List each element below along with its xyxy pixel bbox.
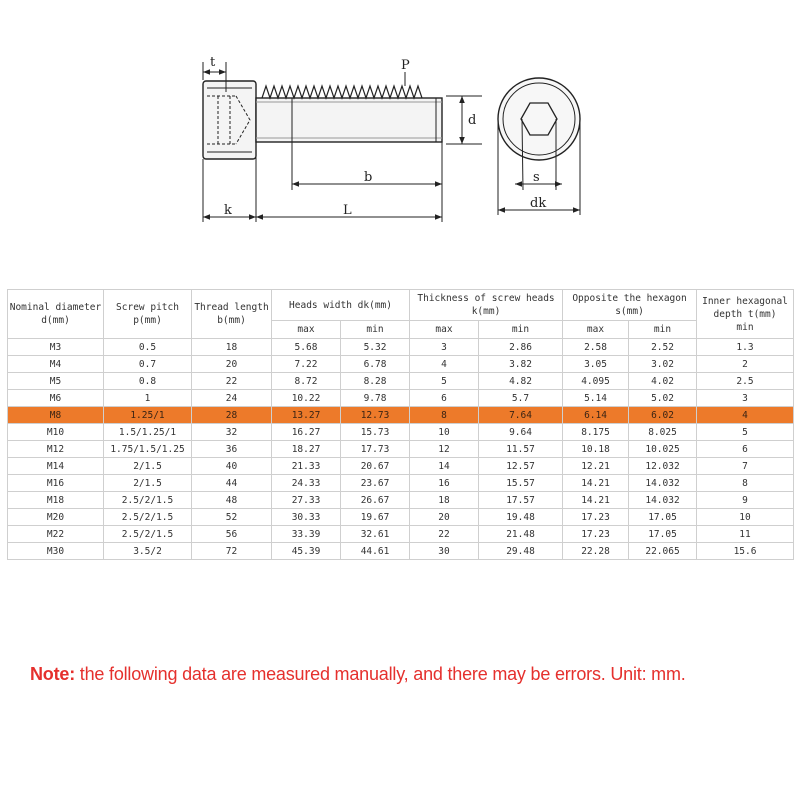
cell: 8.72: [272, 373, 341, 390]
cell: 2.5/2/1.5: [104, 509, 192, 526]
header-inner: [697, 290, 794, 339]
cell: 30.33: [272, 509, 341, 526]
cell: 4: [697, 407, 794, 424]
cell: 4.82: [479, 373, 563, 390]
cell: 3.5/2: [104, 543, 192, 560]
cell: 36: [192, 441, 272, 458]
cell: M12: [8, 441, 104, 458]
cell: 22: [192, 373, 272, 390]
table-row: [8, 543, 794, 560]
cell: 2.58: [563, 339, 629, 356]
header-inner-min: min: [736, 321, 754, 333]
cell: 2.86: [479, 339, 563, 356]
cell: 4: [410, 356, 479, 373]
cell: 22: [410, 526, 479, 543]
header-max: max: [563, 321, 629, 339]
cell: 20: [192, 356, 272, 373]
table-row: [8, 373, 794, 390]
cell: 17.05: [629, 526, 697, 543]
table-row: [8, 390, 794, 407]
cell: 5.32: [341, 339, 410, 356]
cell: M16: [8, 475, 104, 492]
note-label: Note:: [30, 664, 75, 684]
cell: 44: [192, 475, 272, 492]
label-k: k: [224, 203, 232, 218]
table-row: [8, 526, 794, 543]
cell: 8: [410, 407, 479, 424]
cell: 44.61: [341, 543, 410, 560]
table-body: [8, 339, 794, 560]
cell: 5.02: [629, 390, 697, 407]
label-b: b: [364, 170, 373, 185]
cell: 16: [410, 475, 479, 492]
table-row: [8, 492, 794, 509]
label-L: L: [343, 203, 352, 218]
cell: 26.67: [341, 492, 410, 509]
cell: 5: [410, 373, 479, 390]
cell: 22.065: [629, 543, 697, 560]
table-row: [8, 441, 794, 458]
cell: 17.05: [629, 509, 697, 526]
table-row: [8, 509, 794, 526]
cell: 9: [697, 492, 794, 509]
table-row: [8, 458, 794, 475]
cell: 7.64: [479, 407, 563, 424]
cell: 12: [410, 441, 479, 458]
header-pitch: Screw pitch p(mm): [104, 290, 192, 339]
cell: 8.025: [629, 424, 697, 441]
cell: M22: [8, 526, 104, 543]
cell: 2.52: [629, 339, 697, 356]
cell: 4.02: [629, 373, 697, 390]
screw-spec-table: [7, 289, 794, 560]
cell: M18: [8, 492, 104, 509]
cell: 19.67: [341, 509, 410, 526]
screw-dimension-drawing: [0, 0, 800, 250]
cell: 18: [410, 492, 479, 509]
header-hexagon: Opposite the hexagon s(mm): [563, 290, 697, 321]
cell: M14: [8, 458, 104, 475]
cell: 3.82: [479, 356, 563, 373]
cell: 12.73: [341, 407, 410, 424]
cell: 10.18: [563, 441, 629, 458]
cell: 2/1.5: [104, 458, 192, 475]
cell: 21.48: [479, 526, 563, 543]
cell: 5.68: [272, 339, 341, 356]
cell: 17.23: [563, 509, 629, 526]
measurement-note: [30, 664, 790, 685]
cell: M10: [8, 424, 104, 441]
table-row: [8, 356, 794, 373]
cell: 6: [697, 441, 794, 458]
label-p: P: [401, 58, 410, 73]
header-inner-title: Inner hexagonal depth t(mm): [702, 295, 788, 320]
cell: 11: [697, 526, 794, 543]
cell: 19.48: [479, 509, 563, 526]
cell: 23.67: [341, 475, 410, 492]
cell: 32: [192, 424, 272, 441]
cell: 27.33: [272, 492, 341, 509]
cell: 18.27: [272, 441, 341, 458]
cell: 14.21: [563, 492, 629, 509]
cell: 0.7: [104, 356, 192, 373]
header-thickness: Thickness of screw heads k(mm): [410, 290, 563, 321]
header-max: max: [272, 321, 341, 339]
cell: 6: [410, 390, 479, 407]
cell: 72: [192, 543, 272, 560]
header-max: max: [410, 321, 479, 339]
cell: M6: [8, 390, 104, 407]
cell: 2.5/2/1.5: [104, 526, 192, 543]
cell: 1.5/1.25/1: [104, 424, 192, 441]
label-t: t: [210, 55, 216, 70]
cell: 10.025: [629, 441, 697, 458]
cell: 7.22: [272, 356, 341, 373]
cell: 2/1.5: [104, 475, 192, 492]
cell: 13.27: [272, 407, 341, 424]
cell: 4.095: [563, 373, 629, 390]
cell: 15.57: [479, 475, 563, 492]
cell: 28: [192, 407, 272, 424]
cell: 1: [104, 390, 192, 407]
cell: 3: [697, 390, 794, 407]
cell: 52: [192, 509, 272, 526]
cell: 2.5: [697, 373, 794, 390]
header-nominal: Nominal diameter d(mm): [8, 290, 104, 339]
header-min: min: [341, 321, 410, 339]
cell: 12.21: [563, 458, 629, 475]
cell: 30: [410, 543, 479, 560]
cell: 11.57: [479, 441, 563, 458]
cell: 17.23: [563, 526, 629, 543]
note-text: the following data are measured manually, and there may be errors. Unit: mm.: [75, 664, 686, 684]
header-heads: Heads width dk(mm): [272, 290, 410, 321]
cell: M5: [8, 373, 104, 390]
cell: 2.5/2/1.5: [104, 492, 192, 509]
label-s: s: [533, 170, 540, 185]
cell: 0.8: [104, 373, 192, 390]
table-row: [8, 475, 794, 492]
cell: 33.39: [272, 526, 341, 543]
cell: 29.48: [479, 543, 563, 560]
cell: 5: [697, 424, 794, 441]
cell: M4: [8, 356, 104, 373]
cell: 22.28: [563, 543, 629, 560]
cell: 3: [410, 339, 479, 356]
cell: 6.78: [341, 356, 410, 373]
table-row-highlighted: [8, 407, 794, 424]
cell: 21.33: [272, 458, 341, 475]
cell: 14.032: [629, 475, 697, 492]
table-row: [8, 424, 794, 441]
cell: 8.175: [563, 424, 629, 441]
cell: 3.05: [563, 356, 629, 373]
cell: 3.02: [629, 356, 697, 373]
cell: 8.28: [341, 373, 410, 390]
cell: 14.032: [629, 492, 697, 509]
cell: 56: [192, 526, 272, 543]
cell: 6.02: [629, 407, 697, 424]
cell: 17.57: [479, 492, 563, 509]
header-min: min: [479, 321, 563, 339]
cell: 0.5: [104, 339, 192, 356]
header-min: min: [629, 321, 697, 339]
label-d: d: [468, 113, 477, 128]
cell: M30: [8, 543, 104, 560]
cell: M3: [8, 339, 104, 356]
label-dk: dk: [530, 196, 547, 211]
cell: 15.6: [697, 543, 794, 560]
cell: 12.032: [629, 458, 697, 475]
cell: 18: [192, 339, 272, 356]
cell: 5.7: [479, 390, 563, 407]
cell: 1.75/1.5/1.25: [104, 441, 192, 458]
table-row: [8, 339, 794, 356]
cell: 9.64: [479, 424, 563, 441]
cell: 20: [410, 509, 479, 526]
cell: 10: [697, 509, 794, 526]
cell: M8: [8, 407, 104, 424]
cell: 20.67: [341, 458, 410, 475]
cell: 48: [192, 492, 272, 509]
cell: 14.21: [563, 475, 629, 492]
cell: 2: [697, 356, 794, 373]
cell: 32.61: [341, 526, 410, 543]
cell: 8: [697, 475, 794, 492]
cell: 14: [410, 458, 479, 475]
cell: 16.27: [272, 424, 341, 441]
cell: 15.73: [341, 424, 410, 441]
cell: 5.14: [563, 390, 629, 407]
cell: 12.57: [479, 458, 563, 475]
cell: 40: [192, 458, 272, 475]
cell: M20: [8, 509, 104, 526]
cell: 6.14: [563, 407, 629, 424]
cell: 45.39: [272, 543, 341, 560]
cell: 24: [192, 390, 272, 407]
cell: 17.73: [341, 441, 410, 458]
header-thread: Thread length b(mm): [192, 290, 272, 339]
cell: 10.22: [272, 390, 341, 407]
cell: 10: [410, 424, 479, 441]
cell: 24.33: [272, 475, 341, 492]
cell: 7: [697, 458, 794, 475]
cell: 9.78: [341, 390, 410, 407]
cell: 1.3: [697, 339, 794, 356]
cell: 1.25/1: [104, 407, 192, 424]
